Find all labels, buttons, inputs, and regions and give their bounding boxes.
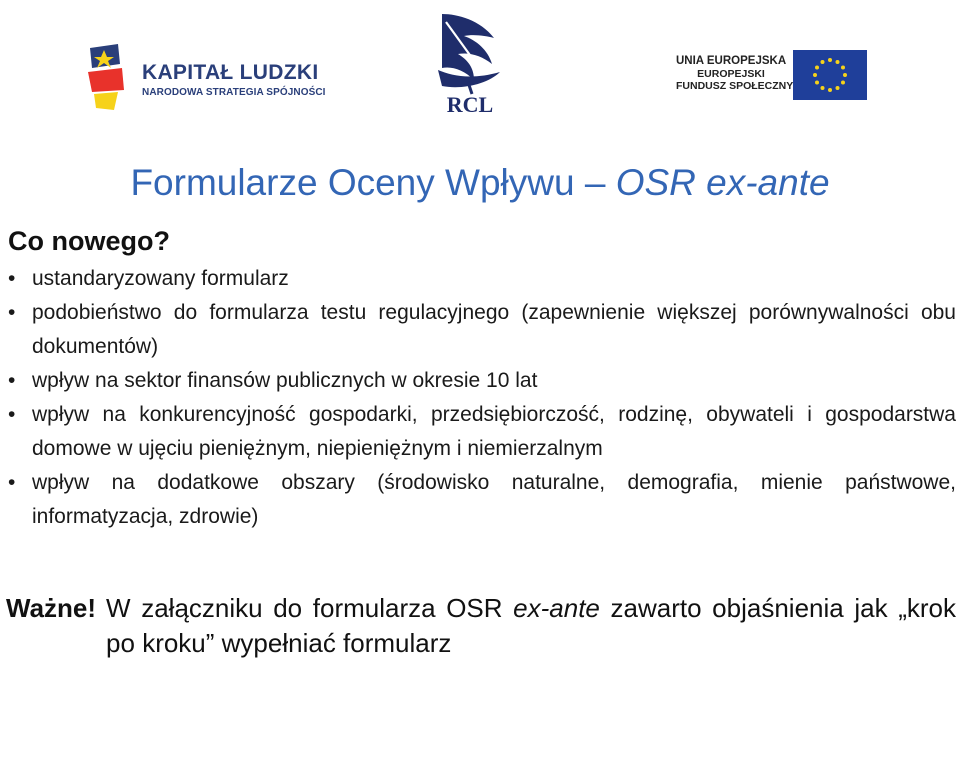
eu-line3: FUNDUSZ SPOŁECZNY <box>676 80 794 92</box>
eu-flag-star <box>821 86 825 90</box>
eu-line2: EUROPEJSKI <box>697 68 765 80</box>
section-subtitle: Co nowego? <box>8 226 170 256</box>
page-title-italic: OSR ex-ante <box>615 162 830 203</box>
page-title-main: Formularze Oceny Wpływu – <box>130 162 616 203</box>
eu-flag-star <box>828 88 832 92</box>
kapital-ludzki-text <box>142 62 326 98</box>
important-text-italic: ex-ante <box>513 593 600 623</box>
quill-pen-icon <box>428 10 512 96</box>
eu-flag-star <box>815 81 819 85</box>
eu-flag-star <box>836 86 840 90</box>
eu-flag-star <box>843 73 847 77</box>
important-label: Ważne! <box>6 593 97 623</box>
eu-flag-star <box>821 60 825 64</box>
eu-line1: UNIA EUROPEJSKA <box>676 55 787 67</box>
bullet-item: • podobieństwo do formularza testu regulacyjnego (zapewnienie większej porównywalności obu dokumentów) <box>8 296 956 364</box>
rcl-label: RCL <box>446 92 494 117</box>
kapital-ludzki-title: KAPITAŁ LUDZKI <box>142 61 319 84</box>
logo-bar <box>0 0 960 130</box>
bullet-item: • wpływ na dodatkowe obszary (środowisko naturalne, demografia, mienie państwowe, informatyzacja, zdrowie) <box>8 466 956 534</box>
eu-flag-background <box>793 50 867 100</box>
eu-flag-star <box>841 81 845 85</box>
eu-logo <box>672 50 872 105</box>
eu-flag-icon <box>793 50 867 100</box>
important-text-before: W załączniku do formularza OSR <box>106 593 514 623</box>
important-text-after: zawarto objaśnienia jak „krok po kroku” wypełniać formularz <box>106 593 956 658</box>
page-title <box>0 160 960 206</box>
bullet-list <box>8 262 956 534</box>
bullet-item: • wpływ na sektor finansów publicznych w okresie 10 lat <box>8 364 956 398</box>
rcl-logo <box>428 10 512 120</box>
important-note <box>6 591 956 661</box>
kapital-ludzki-mark-icon <box>84 42 126 112</box>
eu-flag-star <box>813 73 817 77</box>
eu-flag-star <box>815 66 819 70</box>
bullet-item: • ustandaryzowany formularz <box>8 262 956 296</box>
kapital-ludzki-logo <box>84 42 324 112</box>
kapital-ludzki-subtitle: NARODOWA STRATEGIA SPÓJNOŚCI <box>142 87 326 98</box>
eu-text <box>676 54 794 92</box>
eu-flag-star <box>828 58 832 62</box>
eu-flag-star <box>836 60 840 64</box>
bullet-item: • wpływ na konkurencyjność gospodarki, przedsiębiorczość, rodzinę, obywateli i gospodarstwa domowe w ujęciu pieniężnym, niepieniężnym i niemierzalnym <box>8 398 956 466</box>
important-text <box>106 591 956 661</box>
eu-flag-star <box>841 66 845 70</box>
